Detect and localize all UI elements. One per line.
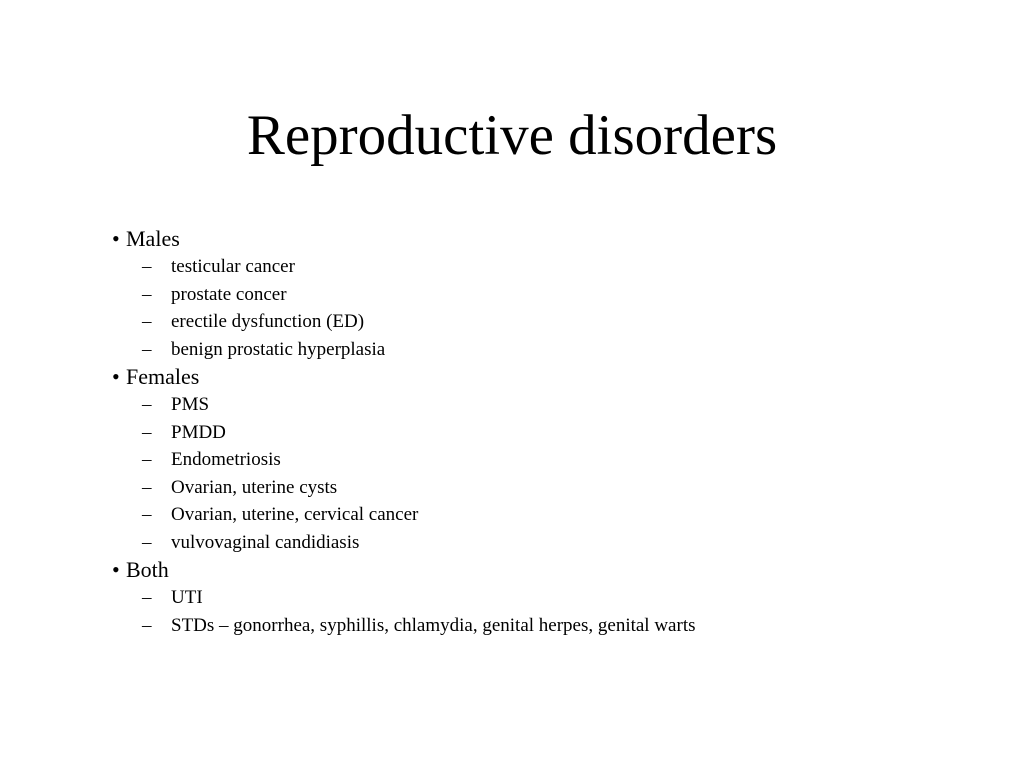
sub-item <box>0 474 1024 502</box>
bullet-label: Both <box>126 557 169 582</box>
dash-icon: – <box>142 394 152 415</box>
sub-item-label: STDs – gonorrhea, syphillis, chlamydia, genital herpes, genital warts <box>171 614 696 636</box>
sub-list <box>0 253 1024 363</box>
bullet-group-both <box>0 556 1024 639</box>
sub-item <box>0 391 1024 419</box>
sub-list <box>0 391 1024 556</box>
sub-item-label: PMDD <box>171 421 226 443</box>
bullet-item <box>0 363 1024 391</box>
dash-icon: – <box>142 504 152 525</box>
dash-icon: – <box>142 476 152 498</box>
sub-item <box>0 584 1024 612</box>
sub-item-label: erectile dysfunction (ED) <box>171 311 365 332</box>
dash-icon: – <box>142 311 152 332</box>
bullet-group-males <box>0 225 1024 363</box>
sub-item-label: testicular cancer <box>171 256 295 277</box>
dash-icon: – <box>142 531 152 553</box>
dash-icon: – <box>142 587 152 608</box>
sub-item-label: prostate concer <box>171 283 287 305</box>
sub-item-label: Endometriosis <box>171 449 281 470</box>
dash-icon: – <box>142 338 152 360</box>
bullet-group-females <box>0 363 1024 556</box>
bullet-icon: • <box>112 364 120 389</box>
sub-list <box>0 584 1024 639</box>
sub-item <box>0 612 1024 640</box>
bullet-icon: • <box>112 226 120 251</box>
dash-icon: – <box>142 256 152 277</box>
sub-item <box>0 501 1024 529</box>
sub-item-label: UTI <box>171 587 203 608</box>
dash-icon: – <box>142 283 152 305</box>
dash-icon: – <box>142 421 152 443</box>
bullet-label: Females <box>126 364 200 389</box>
sub-item <box>0 308 1024 336</box>
sub-item <box>0 529 1024 557</box>
sub-item-label: vulvovaginal candidiasis <box>171 531 360 553</box>
sub-item-label: benign prostatic hyperplasia <box>171 338 386 360</box>
sub-item-label: Ovarian, uterine, cervical cancer <box>171 504 419 525</box>
dash-icon: – <box>142 614 152 636</box>
sub-item <box>0 281 1024 309</box>
sub-item <box>0 419 1024 447</box>
sub-item-label: PMS <box>171 394 210 415</box>
sub-item <box>0 253 1024 281</box>
sub-item-label: Ovarian, uterine cysts <box>171 476 338 498</box>
bullet-label: Males <box>126 226 180 251</box>
bullet-item <box>0 556 1024 584</box>
bullet-list <box>0 225 1024 639</box>
sub-item <box>0 446 1024 474</box>
sub-item <box>0 336 1024 364</box>
bullet-item <box>0 225 1024 253</box>
dash-icon: – <box>142 449 152 470</box>
bullet-icon: • <box>112 557 120 582</box>
slide-title: Reproductive disorders <box>246 104 778 167</box>
